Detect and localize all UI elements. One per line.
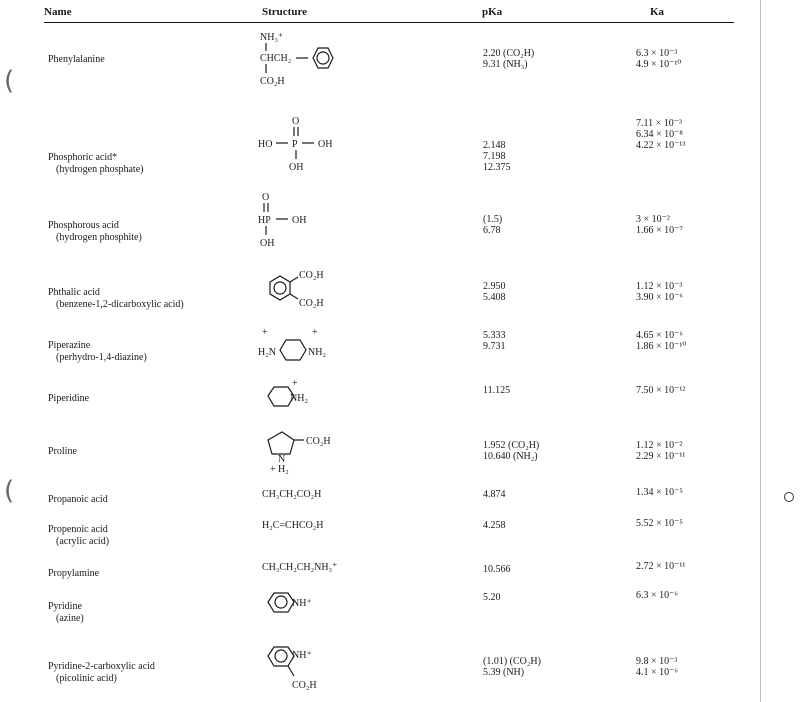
svg-text:NH₂: NH₂	[290, 393, 308, 404]
svg-text:OH: OH	[318, 139, 333, 150]
row-name-propenoic: Propenoic acid (acrylic acid)	[48, 524, 110, 547]
row-name-piperidine: Piperidine	[48, 393, 90, 404]
structure-phosphoric	[256, 114, 356, 176]
structure-phthalic	[262, 266, 352, 316]
pka-phthalic: 2.950 5.408	[483, 281, 506, 303]
svg-text:+: +	[262, 327, 268, 338]
svg-text:CO₂H: CO₂H	[306, 436, 331, 447]
svg-text:NH⁺: NH⁺	[292, 650, 312, 661]
svg-text:O: O	[262, 192, 270, 203]
pka-picolinic: (1.01) (CO₂H) 5.39 (NH)	[483, 656, 541, 678]
pka-phosphoric: 2.148 7.198 12.375	[483, 140, 511, 173]
svg-text:HP: HP	[258, 215, 271, 226]
row-name-piperazine: Piperazine (perhydro-1,4-diazine)	[48, 340, 147, 363]
svg-text:CO₂H: CO₂H	[299, 298, 324, 309]
pka-phenylalanine: 2.20 (CO₂H) 9.31 (NH₃)	[483, 48, 535, 70]
structure-propanoic: CH₃CH₂CO₂H	[262, 489, 322, 500]
ka-proline: 1.12 × 10⁻² 2.29 × 10⁻¹¹	[636, 440, 686, 462]
svg-text:CO₂H: CO₂H	[299, 270, 324, 281]
row-name-propylamine: Propylamine	[48, 568, 100, 579]
structure-phosphorous	[256, 190, 346, 252]
svg-text:CO₂H: CO₂H	[260, 76, 285, 87]
svg-text:H₂: H₂	[278, 464, 289, 475]
svg-text:OH: OH	[260, 238, 275, 249]
svg-text:OH: OH	[289, 162, 304, 173]
svg-text:H₂N: H₂N	[258, 347, 276, 358]
pka-pyridine: 5.20	[483, 592, 501, 603]
row-name-proline: Proline	[48, 446, 77, 457]
svg-text:OH: OH	[292, 215, 307, 226]
row-name-picolinic: Pyridine-2-carboxylic acid (picolinic acid)	[48, 661, 155, 684]
row-name-phosphorous: Phosphorous acid (hydrogen phosphite)	[48, 220, 142, 243]
binder-arc-top: (	[4, 66, 15, 96]
pka-propylamine: 10.566	[483, 564, 511, 575]
row-name-propanoic: Propanoic acid	[48, 494, 108, 505]
pka-phosphorous: (1.5) 6.78	[483, 214, 503, 236]
svg-text:CHCH₂: CHCH₂	[260, 53, 292, 64]
structure-phenylalanine	[256, 30, 356, 94]
structure-piperidine	[262, 378, 342, 414]
svg-text:+: +	[270, 464, 276, 475]
structure-propenoic: H₂C=CHCO₂H	[262, 520, 324, 531]
svg-text:+: +	[312, 327, 318, 338]
svg-text:NH₂: NH₂	[308, 347, 326, 358]
structure-pyridine	[264, 590, 334, 618]
svg-text:P: P	[292, 139, 298, 150]
structure-piperazine	[256, 327, 346, 366]
row-name-phenylalanine: Phenylalanine	[48, 54, 105, 65]
pka-propenoic: 4.258	[483, 520, 506, 531]
ka-piperazine: 4.65 × 10⁻⁶ 1.86 × 10⁻¹⁰	[636, 330, 687, 352]
pka-propanoic: 4.874	[483, 489, 506, 500]
header-name: Name	[44, 6, 72, 18]
svg-text:NH⁺: NH⁺	[292, 598, 312, 609]
ka-piperidine: 7.50 × 10⁻¹²	[636, 385, 686, 396]
row-name-phosphoric: Phosphoric acid* (hydrogen phosphate)	[48, 152, 144, 175]
ka-phthalic: 1.12 × 10⁻³ 3.90 × 10⁻⁶	[636, 281, 683, 303]
svg-text:O: O	[292, 116, 300, 127]
svg-text:NH₃⁺: NH₃⁺	[260, 32, 284, 43]
svg-text:CO₂H: CO₂H	[292, 680, 317, 691]
header-ka: Ka	[650, 6, 665, 18]
ka-phosphoric: 7.11 × 10⁻³ 6.34 × 10⁻⁸ 4.22 × 10⁻¹³	[636, 118, 686, 151]
ka-propylamine: 2.72 × 10⁻¹¹	[636, 561, 686, 572]
structure-picolinic	[264, 644, 344, 692]
page-edge	[760, 0, 761, 702]
pka-proline: 1.952 (CO₂H) 10.640 (NH₂)	[483, 440, 540, 462]
ka-picolinic: 9.8 × 10⁻³ 4.1 × 10⁻⁶	[636, 656, 678, 678]
ka-phosphorous: 3 × 10⁻² 1.66 × 10⁻⁷	[636, 214, 683, 236]
binder-arc-bottom: (	[4, 476, 15, 506]
ka-phenylalanine: 6.3 × 10⁻³ 4.9 × 10⁻¹⁰	[636, 48, 682, 70]
structure-propylamine: CH₃CH₂CH₂NH₃⁺	[262, 562, 338, 573]
ka-propenoic: 5.52 × 10⁻⁵	[636, 518, 683, 529]
header-pka: pKa	[482, 6, 503, 18]
pka-piperidine: 11.125	[483, 385, 511, 396]
svg-text:+: +	[292, 378, 298, 389]
pka-piperazine: 5.333 9.731	[483, 330, 506, 352]
header-structure: Structure	[262, 6, 308, 18]
row-name-phthalic: Phthalic acid (benzene-1,2-dicarboxylic acid)	[48, 287, 184, 310]
svg-text:HO: HO	[258, 139, 273, 150]
svg-text:N: N	[278, 454, 286, 465]
punch-hole	[784, 492, 794, 502]
header-rule	[44, 22, 734, 23]
ka-propanoic: 1.34 × 10⁻⁵	[636, 487, 683, 498]
row-name-pyridine: Pyridine (azine)	[48, 601, 84, 624]
structure-proline	[262, 428, 352, 476]
ka-pyridine: 6.3 × 10⁻⁶	[636, 590, 678, 601]
